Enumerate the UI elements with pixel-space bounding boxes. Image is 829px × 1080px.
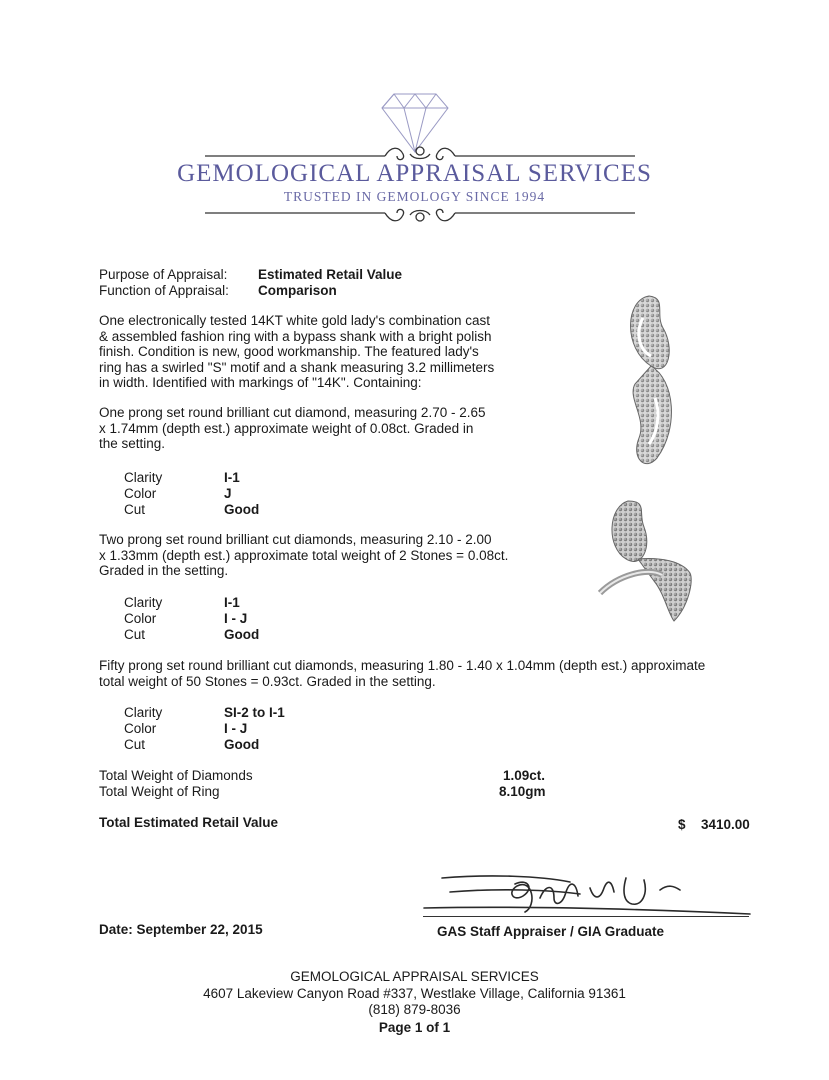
item-description xyxy=(99,313,494,391)
stone-text-line: Two prong set round brilliant cut diamonds, measuring 2.10 - 2.00 xyxy=(99,532,492,547)
grade-value: Good xyxy=(224,627,260,642)
grade-value: I-1 xyxy=(224,595,240,610)
stone-text-line: x 1.33mm (depth est.) approximate total weight of 2 Stones = 0.08ct. xyxy=(99,547,509,563)
grade-value: Good xyxy=(224,502,260,517)
footer-phone: (818) 879-8036 xyxy=(368,1002,461,1017)
page-number: Page 1 of 1 xyxy=(378,1020,451,1035)
total-ring-value: 8.10gm xyxy=(499,784,546,799)
currency-symbol: $ xyxy=(678,817,686,832)
logo-subtitle: TRUSTED IN GEMOLOGY SINCE 1994 xyxy=(283,189,546,204)
grade-value: J xyxy=(224,486,232,501)
stone-text-line: total weight of 50 Stones = 0.93ct. Graded in the setting. xyxy=(99,673,436,689)
stone-text-line: the setting. xyxy=(99,436,166,452)
stone-text-line: Graded in the setting. xyxy=(99,563,229,579)
grade-value: SI-2 to I-1 xyxy=(224,705,285,720)
footer-company: GEMOLOGICAL APPRAISAL SERVICES xyxy=(290,969,539,984)
purpose-value: Estimated Retail Value xyxy=(258,267,403,282)
stone-1-description xyxy=(99,405,485,452)
ornament-divider-top xyxy=(205,142,635,162)
stone-text-line: x 1.74mm (depth est.) approximate weight of 0.08ct. Graded in xyxy=(99,420,474,436)
grade-label: Cut xyxy=(124,502,146,517)
stone-text-line: One prong set round brilliant cut diamond, measuring 2.70 - 2.65 xyxy=(99,405,486,420)
grade-label: Cut xyxy=(124,737,146,752)
grade-value: I - J xyxy=(224,721,248,736)
function-value: Comparison xyxy=(258,283,337,298)
grade-label: Color xyxy=(124,611,157,626)
description-line: in width. Identified with markings of "14K". Containing: xyxy=(99,375,422,391)
stone-text-line: Fifty prong set round brilliant cut diamonds, measuring 1.80 - 1.40 x 1.04mm (depth est.) approximate xyxy=(99,658,706,673)
description-line: finish. Condition is new, good workmanship. The featured lady's xyxy=(99,344,479,360)
function-label: Function of Appraisal: xyxy=(99,283,229,298)
grade-label: Clarity xyxy=(124,470,163,485)
description-line: One electronically tested 14KT white gold lady's combination cast xyxy=(99,313,491,328)
total-diamonds-label: Total Weight of Diamonds xyxy=(99,768,253,783)
total-ring-label: Total Weight of Ring xyxy=(99,784,220,799)
grade-label: Color xyxy=(124,486,157,501)
stone-2-description xyxy=(99,532,508,579)
logo-title: GEMOLOGICAL APPRAISAL SERVICES xyxy=(177,160,652,187)
signature-line xyxy=(423,916,749,917)
footer-address: 4607 Lakeview Canyon Road #337, Westlake Village, California 91361 xyxy=(203,986,626,1001)
description-line: ring has a swirled "S" motif and a shank measuring 3.2 millimeters xyxy=(99,359,495,375)
purpose-label: Purpose of Appraisal: xyxy=(99,267,228,282)
retail-value: 3410.00 xyxy=(701,817,750,832)
grade-value: Good xyxy=(224,737,260,752)
grade-value: I-1 xyxy=(224,470,240,485)
total-diamonds-value: 1.09ct. xyxy=(503,768,546,783)
grade-label: Clarity xyxy=(124,595,163,610)
retail-value-label: Total Estimated Retail Value xyxy=(99,815,279,830)
appraiser-title: GAS Staff Appraiser / GIA Graduate xyxy=(437,924,665,939)
appraisal-date: Date: September 22, 2015 xyxy=(99,922,263,937)
ring-photo-side xyxy=(598,497,708,627)
stone-3-description xyxy=(99,658,705,689)
appraiser-signature xyxy=(420,868,760,920)
grade-label: Color xyxy=(124,721,157,736)
ornament-divider-bottom xyxy=(205,205,635,225)
description-line: & assembled fashion ring with a bypass shank with a bright polish xyxy=(99,328,492,344)
ring-photo-top xyxy=(605,288,695,473)
grade-value: I - J xyxy=(224,611,248,626)
grade-label: Clarity xyxy=(124,705,163,720)
grade-label: Cut xyxy=(124,627,146,642)
